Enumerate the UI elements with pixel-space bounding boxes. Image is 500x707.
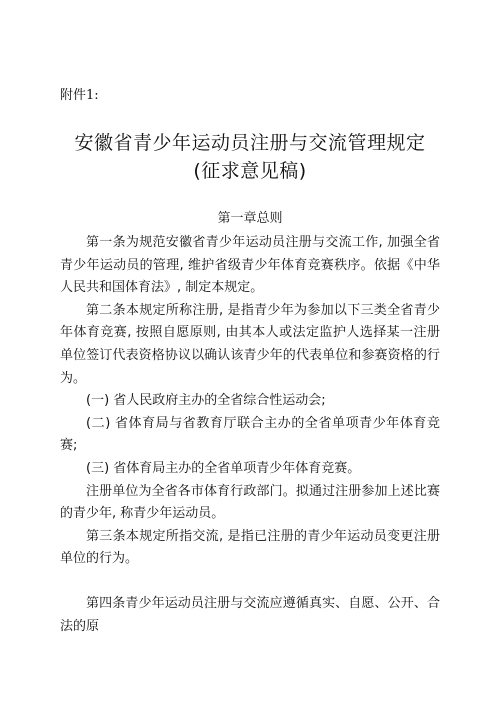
- list-item-3: (三) 省体育局主办的全省单项青少年体育竞赛。: [86, 460, 361, 476]
- document-subtitle: (征求意见稿): [193, 160, 307, 182]
- attachment-label: 附件1:: [60, 88, 99, 103]
- chapter-heading: 第一章总则: [217, 211, 283, 226]
- article-4: 第四条青少年运动员注册与交流应遵循真实、自愿、公开、合法的原: [60, 595, 440, 634]
- document-body: [60, 232, 440, 638]
- registration-note: 注册单位为全省各市体育行政部门。拟通过注册参加上述比赛的青少年, 称青少年运动员。: [60, 483, 440, 522]
- article-1: 第一条为规范安徽省青少年运动员注册与交流工作, 加强全省青少年运动员的管理, 维护省级青少年体育竞赛秩序。依据《中华人民共和国体育法》, 制定本规定。: [60, 235, 440, 296]
- list-item-1: (一) 省人民政府主办的全省综合性运动会;: [86, 393, 326, 409]
- list-item-2: (二) 省体育局与省教育厅联合主办的全省单项青少年体育竞赛;: [60, 415, 440, 454]
- document-title: 安徽省青少年运动员注册与交流管理规定: [74, 132, 426, 154]
- article-3: 第三条本规定所指交流, 是指已注册的青少年运动员变更注册单位的行为。: [60, 528, 440, 567]
- article-2: 第二条本规定所称注册, 是指青少年为参加以下三类全省青少年体育竞赛, 按照自愿原则, 由其本人或法定监护人选择某一注册单位签订代表资格协议以确认该青少年的代表单位和参赛资格的行为。: [60, 302, 440, 386]
